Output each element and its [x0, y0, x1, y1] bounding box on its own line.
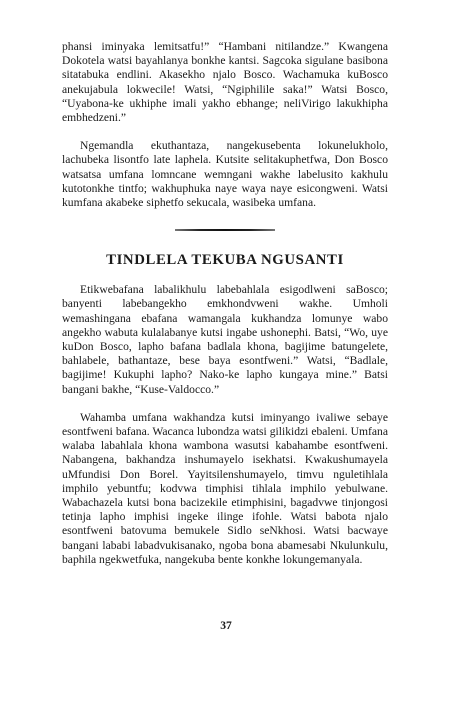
divider-rule	[175, 229, 275, 231]
document-page	[62, 40, 388, 567]
paragraph-3: Etikwebafana labalikhulu labebahlala esigodlweni saBosco; banyenti labebangekho emkhondvweni wakhe. Umholi wemashingana ebafana wamangala kukhandza lomunye wabo angekho wabuta kulalabanye kutsi ingabe ushonephi. Batsi, “Wo, uye kuDon Bosco, lapho bafana badlala khona, bagijime batungelete, bahlabele, bathantaze, bese baya esontfweni.” Watsi, “Badlale, bagijime! Kukuphi lapho? Nako-ke lapho kungaya mine.” Batsi bangani bakhe, “Kuse-Valdocco.”	[62, 283, 388, 396]
page-number: 37	[220, 619, 232, 632]
section-divider	[62, 223, 388, 237]
paragraph-4: Wahamba umfana wakhandza kutsi iminyango ivaliwe sebaye esontfweni bafana. Wacanca lubondza watsi gilikidzi ebaleni. Umfana walaba labahlala khona wambona wasutsi kabahambe esontfweni. Nabangena, bakhandza inshumayelo isekhatsi. Kwakushumayela uMfundisi Don Borel. Yayitsilenshumayelo, timvu nguletihlala imphilo yebuntfu; kodvwa timphisi tihlala imphilo yebulwane. Wabachazela kutsi bona bacizekile etimphisini, bagadvwe tinjongosi tetinja lapho imphisi ingeke ilinge ifohle. Watsi babota njalo esontfweni batovuma bemukele Sidlo seNkhosi. Watsi bacwaye bangani lababi labadvukisanako, ngoba bona abamesabi Nkulunkulu, baphila ngekwetfuka, nangekuba bente konkhe lokungemanyala.	[62, 410, 388, 566]
section-title: TINDLELA TEKUBA NGUSANTI	[106, 252, 344, 269]
paragraph-spacer	[62, 125, 388, 139]
paragraph-1: phansi iminyaka lemitsatfu!” “Hambani nitilandze.” Kwangena Dokotela watsi bayahlanya bonkhe kantsi. Sagcoka sigulane basibona sitatabuka endlini. Akasekho njalo Bosco. Wachamuka kuBosco anekujabula lokwecile! Watsi, “Ngiphilile saka!” Watsi Bosco, “Uyabona-ke ukhiphe imali yakho ebhange; neliVirigo lakukhipha embhedzeni.”	[62, 40, 388, 125]
paragraph-2: Ngemandla ekuthantaza, nangekusebenta lokunelukholo, lachubeka lisontfo late laphela. Kutsite selitakuphetfwa, Don Bosco watsatsa umfana lomncane wemngani wakhe labelusito kakhulu kutotonkhe tintfo; wakhuphuka naye waya naye esicongweni. Watsi kumfana akabeke siphetfo sekucala, wasibeka umfana.	[62, 139, 388, 210]
paragraph-spacer	[62, 397, 388, 411]
